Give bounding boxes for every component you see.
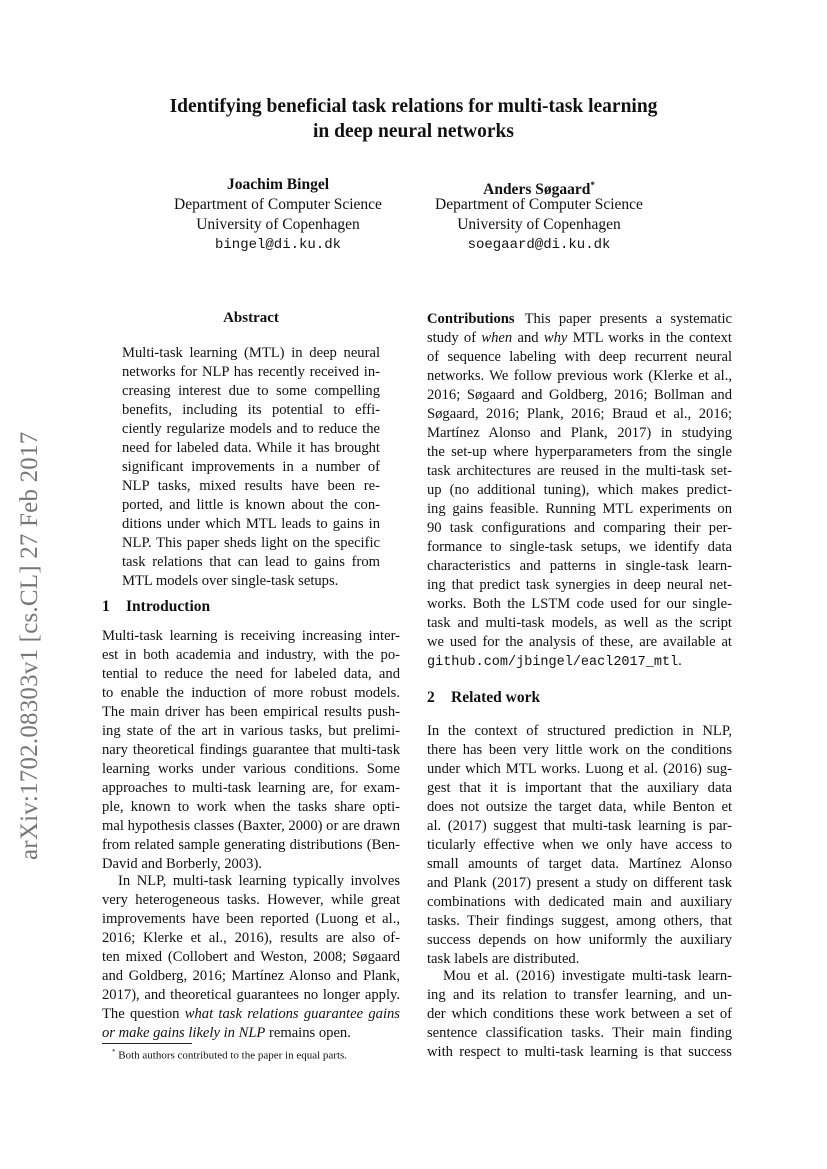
italic-question: what task relations guarantee gains: [184, 1006, 400, 1022]
author-email[interactable]: bingel@di.ku.dk: [214, 237, 342, 253]
body-line: with respect to multi-task learning is that success: [427, 1044, 732, 1060]
body-text: MTL works in the context: [567, 330, 732, 346]
body-line: Mou et al. (2016) investigate multi-task learn-: [443, 968, 732, 984]
abstract-line: creasing interest due to some compelling: [122, 383, 380, 399]
body-line: tasks. Their findings suggest, among others, that: [427, 913, 732, 929]
abstract-line: need for labeled data. While it has brought: [122, 440, 380, 456]
body-line: Martínez Alonso and Plank, 2017) in studying: [427, 425, 732, 441]
body-line: improvements have been reported (Luong et al.,: [102, 911, 400, 927]
body-line: sentence classification tasks. Their main finding: [427, 1025, 732, 1041]
body-line: ing and its relation to transfer learning, and un-: [427, 987, 732, 1003]
body-line: [427, 329, 732, 348]
body-line: task and multi-task models, as well as the script: [427, 615, 732, 631]
abstract-line: NLP. This paper sheds light on the specific: [122, 535, 380, 551]
abstract-body: [122, 344, 380, 591]
footnote-mark: *: [112, 1048, 116, 1056]
body-line: task labels are distributed.: [427, 951, 580, 967]
body-line: to enable the induction of more robust models.: [102, 685, 400, 701]
abstract-line: MTL models over single-task setups.: [122, 573, 339, 589]
body-line: 2017), and theoretical guarantees no longer apply.: [102, 987, 400, 1003]
author-footnote-mark: *: [590, 180, 595, 190]
title-line: Identifying beneficial task relations for multi-task learning: [169, 96, 658, 117]
author-dept: Department of Computer Science: [435, 196, 643, 213]
author-email[interactable]: soegaard@di.ku.dk: [467, 237, 611, 253]
body-line: learning works under various conditions. Some: [102, 761, 400, 777]
body-line: ticularly effective when we only have access to: [427, 837, 732, 853]
body-line: formance to single-task setups, we identify data: [427, 539, 732, 555]
body-line: tential to reduce the need for labeled data, and: [102, 666, 400, 682]
body-line: al. (2017) suggest that multi-task learning is par-: [427, 818, 732, 834]
abstract-line: ported, and little is known about the con-: [122, 497, 380, 513]
intro-paragraph: [102, 872, 400, 1043]
author-name-row: [409, 175, 669, 199]
body-line: [427, 652, 732, 671]
body-line: from related sample generating distributions (Ben-: [102, 837, 400, 853]
section-title: Introduction: [126, 598, 211, 615]
section-title: Related work: [451, 689, 541, 706]
body-text: remains open.: [265, 1025, 351, 1041]
abstract-line: NLP tasks, mixed results have been re-: [122, 478, 380, 494]
body-line: success depends on how uniformly the auxiliary: [427, 932, 732, 948]
related-paragraph: [427, 967, 732, 1062]
body-line: the set-up where hyperparameters from the single: [427, 444, 732, 460]
author-block: [148, 175, 408, 255]
contributions-heading: Contributions: [427, 311, 515, 327]
body-line: 90 task configurations and comparing their per-: [427, 520, 732, 536]
body-line: and Plank (2017) present a study on different task: [427, 875, 732, 891]
body-text: study of: [427, 330, 482, 346]
body-line: est in both academia and industry, with the po-: [102, 647, 400, 663]
emphasis-when: when: [481, 330, 513, 346]
body-line: The main driver has been empirical results push-: [102, 704, 400, 720]
arxiv-stamp: arXiv:1702.08303v1 [cs.CL] 27 Feb 2017: [16, 431, 43, 860]
section-heading-related-work: [427, 687, 732, 709]
body-line: [427, 310, 732, 329]
footnote-text: Both authors contributed to the paper in equal parts.: [118, 1049, 348, 1062]
body-text: .: [678, 653, 682, 669]
body-line: characteristics and patterns in single-task learn-: [427, 558, 732, 574]
abstract-line: significant improvements in a number of: [122, 459, 380, 475]
author-univ: University of Copenhagen: [457, 216, 621, 233]
abstract-line: ditions under which MTL leads to gains in: [122, 516, 380, 532]
abstract-heading: Abstract: [223, 310, 279, 326]
body-line: gest that it is important that the auxiliary data: [427, 780, 732, 796]
body-line: networks. We follow previous work (Klerke et al.,: [427, 368, 732, 384]
body-line: and Goldberg, 2016; Martínez Alonso and Plank,: [102, 968, 400, 984]
intro-paragraph: [102, 627, 400, 874]
body-line: up (no additional tuning), which makes predict-: [427, 482, 732, 498]
contributions-paragraph: [427, 310, 732, 671]
body-text: This paper presents a systematic: [524, 311, 732, 327]
author-block: [409, 175, 669, 255]
body-line: approaches to multi-task learning are, for exam-: [102, 780, 400, 796]
abstract-line: ciently regularize models and to reduce the: [122, 421, 380, 437]
abstract-line: task relations that can lead to gains from: [122, 554, 380, 570]
body-line: [102, 1024, 400, 1043]
body-text: and: [512, 330, 544, 346]
body-line: Multi-task learning is receiving increasing inter-: [102, 628, 400, 644]
section-number: 1: [102, 598, 110, 615]
body-line: does not outsize the target data, while Benton et: [427, 799, 732, 815]
body-line: David and Borberly, 2003).: [102, 856, 262, 872]
body-line: ing state of the art in various tasks, but prelimi-: [102, 723, 400, 739]
author-univ: University of Copenhagen: [196, 216, 360, 233]
footnote-rule: [102, 1043, 192, 1044]
author-name: Anders Søgaard: [483, 181, 591, 199]
body-line: combinations with dedicated main and auxiliary: [427, 894, 732, 910]
author-dept: Department of Computer Science: [174, 196, 382, 213]
body-line: In NLP, multi-task learning typically involves: [118, 873, 400, 889]
body-line: of sequence labeling with deep recurrent neural: [427, 349, 732, 365]
body-line: small amounts of target data. Martínez Alonso: [427, 856, 732, 872]
italic-question: or make gains likely in NLP: [102, 1025, 266, 1041]
abstract-line: networks for NLP has recently received in-: [122, 364, 380, 380]
body-line: under which MTL works. Luong et al. (2016) sug-: [427, 761, 732, 777]
github-link[interactable]: github.com/jbingel/eacl2017_mtl: [427, 655, 679, 670]
body-text: The question: [102, 1006, 185, 1022]
body-line: nary theoretical findings guarantee that multi-task: [102, 742, 400, 758]
body-line: very heterogeneous tasks. However, while great: [102, 892, 400, 908]
emphasis-why: why: [543, 330, 568, 346]
body-line: 2016; Klerke et al., 2016), results are also of-: [102, 930, 400, 946]
abstract-line: Multi-task learning (MTL) in deep neural: [122, 345, 380, 361]
body-line: 2016; Søgaard and Goldberg, 2016; Bollman and: [427, 387, 732, 403]
body-line: mal hypothesis classes (Baxter, 2000) or are drawn: [102, 818, 400, 834]
body-line: ple, known to work when the tasks share opti-: [102, 799, 400, 815]
title-line: in deep neural networks: [313, 121, 514, 142]
body-line: there has been very little work on the conditions: [427, 742, 732, 758]
body-line: works. Both the LSTM code used for our single-: [427, 596, 732, 612]
body-line: ing gains feasible. Running MTL experiments on: [427, 501, 732, 517]
body-line: task architectures are reused in the multi-task set-: [427, 463, 732, 479]
body-line: ten mixed (Collobert and Weston, 2008; Søgaard: [102, 949, 400, 965]
body-line: [102, 1005, 400, 1024]
body-line: Søgaard, 2016; Plank, 2016; Braud et al., 2016;: [427, 406, 732, 422]
body-line: we used for the analysis of these, are available at: [427, 634, 732, 650]
abstract-line: benefits, including its potential to effi-: [122, 402, 380, 418]
section-heading-introduction: [102, 596, 400, 618]
paper-title: [0, 94, 827, 144]
related-paragraph: [427, 722, 732, 969]
body-line: In the context of structured prediction in NLP,: [427, 723, 732, 739]
body-line: ing that predict task synergies in deep neural net-: [427, 577, 732, 593]
footnote: [112, 1048, 347, 1062]
section-number: 2: [427, 689, 435, 706]
body-line: der which conditions these work between a set of: [427, 1006, 732, 1022]
author-name: Joachim Bingel: [226, 176, 330, 193]
